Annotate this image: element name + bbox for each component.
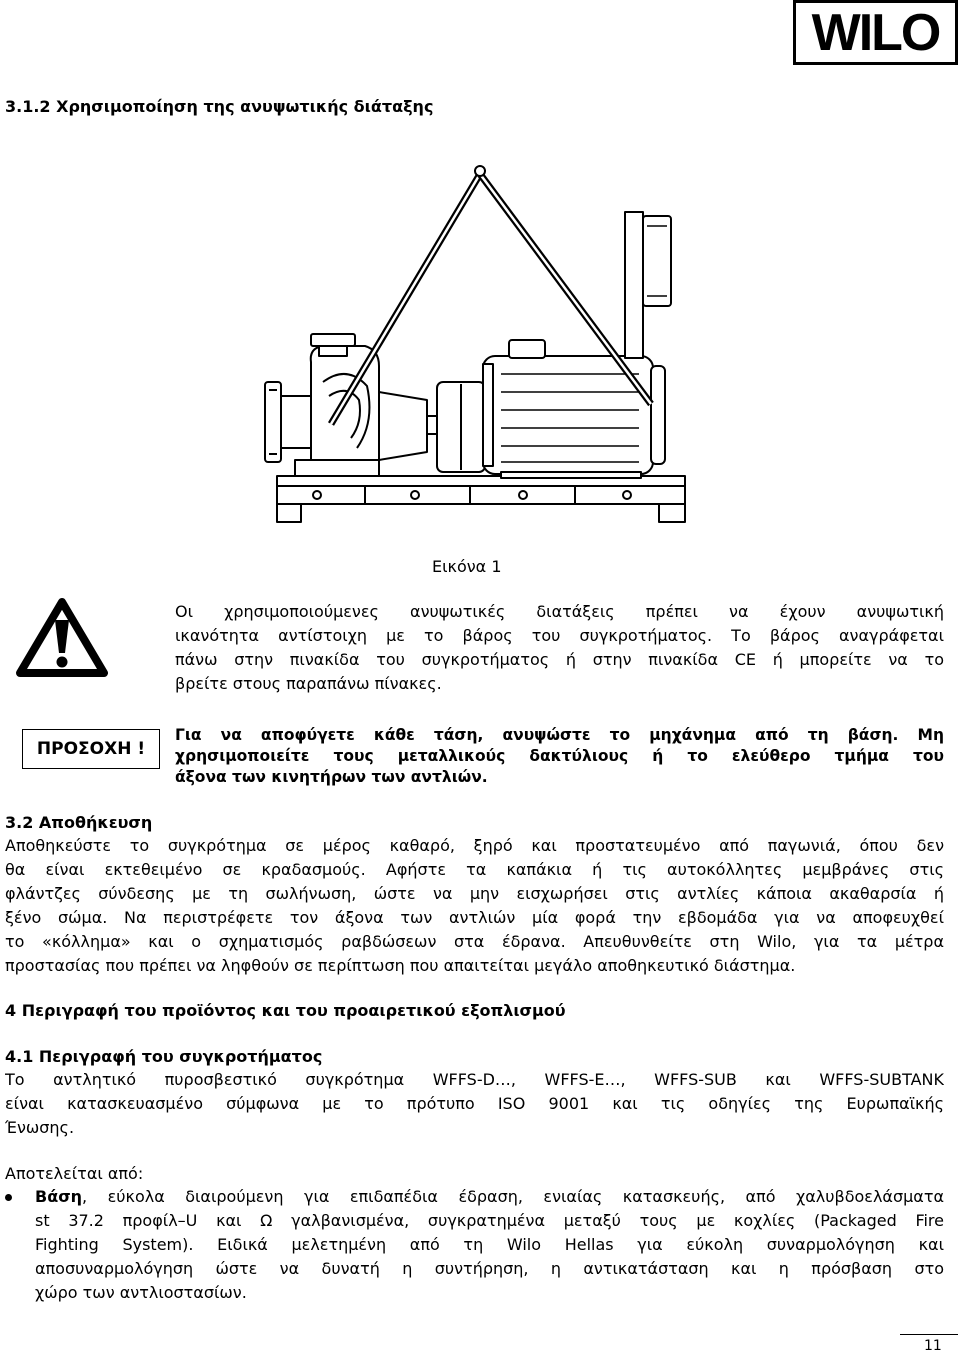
paragraph-line: χώρο των αντλιοστασίων. <box>35 1283 247 1302</box>
pump-lifting-figure <box>255 160 695 535</box>
section-heading-3-1-2: 3.1.2 Χρησιμοποίηση της ανυψωτικής διάταξης <box>5 97 434 116</box>
list-item <box>35 1185 944 1305</box>
paragraph-line: χρησιμοποιείτε τους μεταλλικούς δακτύλιους ή το ελεύθερο τμήμα του <box>175 747 944 765</box>
paragraph-line: Fighting System). Ειδικά μελετημένη από τη Wilo Hellas για εύκολη συναρμολόγηση και <box>35 1235 944 1254</box>
bullet-icon <box>5 1194 12 1201</box>
control-box <box>625 212 671 358</box>
motor <box>483 340 665 478</box>
paragraph-line: Οι χρησιμοποιούμενες ανυψωτικές διατάξεις πρέπει να έχουν ανυψωτική <box>175 602 944 621</box>
bullet-term: Βάση <box>35 1187 83 1206</box>
section-heading-4: 4 Περιγραφή του προϊόντος και του προαιρετικού εξοπλισμού <box>5 1001 566 1020</box>
caution-paragraph <box>175 725 944 788</box>
paragraph-line: Αποθηκεύστε το συγκρότημα σε μέρος καθαρό, ξηρό και προστατευμένο από παγωνιά, όπου δεν <box>5 836 944 855</box>
paragraph-line: Για να αποφύγετε κάθε τάση, ανυψώστε το μηχάνημα από τη βάση. Μη <box>175 726 944 744</box>
pump-casing <box>265 334 379 462</box>
paragraph-line: ξένο σώμα. Να περιστρέφετε τον άξονα των αντλιών μία φορά την εβδομάδα για να αποφευχθεί <box>5 908 944 927</box>
components-intro: Αποτελείται από: <box>5 1164 144 1183</box>
paragraph-line: άξονα των κινητήρων των αντλιών. <box>175 768 488 786</box>
bullet-text: , εύκολα διαιρούμενη για επιδαπέδια έδραση, ενιαίας κατασκευής, από χαλυβδοελάσματα <box>82 1187 944 1206</box>
section-heading-4-1: 4.1 Περιγραφή του συγκροτήματος <box>5 1047 323 1066</box>
page-number: 11 <box>924 1338 942 1354</box>
paragraph-line: θα είναι εκτεθειμένο σε κραδασμούς. Αφήστε τα καπάκια ή τις αυτοκόλλητες μεμβράνες στις <box>5 860 944 879</box>
lifting-note-paragraph <box>175 600 944 696</box>
footer-rule <box>900 1334 958 1335</box>
pump-pedestal <box>295 460 379 476</box>
paragraph-line: Το αντλητικό πυροσβεστικό συγκρότημα WFFS-D…, WFFS-E…, WFFS-SUB και WFFS-SUBTANK <box>5 1070 944 1089</box>
paragraph-line: προστασίας που πρέπει να ληφθούν σε περίπτωση που απαιτείται μεγάλο αποθηκευτικό διάστημα. <box>5 956 796 975</box>
coupling-housing <box>437 382 485 472</box>
paragraph-line: st 37.2 προφίλ–U και Ω γαλβανισμένα, συγκρατημένα μεταξύ τους με κοχλίες (Packaged Fire <box>35 1211 944 1230</box>
warning-triangle-icon <box>16 596 108 678</box>
wilo-logo <box>793 0 958 65</box>
figure-caption: Εικόνα 1 <box>432 557 502 576</box>
caution-label-text: ΠΡΟΣΟΧΗ ! <box>36 739 146 759</box>
paragraph-line: το «κόλλημα» και ο σχηματισμός ραβδώσεων στα έδρανα. Απευθυνθείτε στη Wilo, για τα μέτρα <box>5 932 944 951</box>
storage-paragraph <box>5 834 944 978</box>
description-paragraph <box>5 1068 944 1140</box>
paragraph-line: αποσυναρμολόγηση ώστε να δυνατή η συντήρηση, η αντικατάσταση και η πρόσβαση στο <box>35 1259 944 1278</box>
paragraph-line: Ένωσης. <box>5 1118 75 1137</box>
caution-label <box>22 729 160 769</box>
paragraph-line <box>35 1185 944 1209</box>
paragraph-line: βρείτε στους παραπάνω πίνακες. <box>175 674 442 693</box>
logo-text: WILO <box>811 3 940 62</box>
base-frame <box>277 476 685 522</box>
paragraph-line: ικανότητα αντίστοιχη με το βάρος του συγκροτήματος. Το βάρος αναγράφεται <box>175 626 944 645</box>
section-heading-3-2: 3.2 Αποθήκευση <box>5 813 153 832</box>
paragraph-line: φλάντζες σύνδεσης με τη σωλήνωση, ώστε να μην εισχωρήσει στις αντλίες κάποια ακαθαρσία ή <box>5 884 944 903</box>
bearing-bracket <box>379 392 427 460</box>
paragraph-line: πάνω στην πινακίδα του συγκροτήματος ή στην πινακίδα CE ή μπορείτε να το <box>175 650 944 669</box>
paragraph-line: είναι κατασκευασμένο σύμφωνα με το πρότυπο ISO 9001 και τις οδηγίες της Ευρωπαϊκής <box>5 1094 944 1113</box>
